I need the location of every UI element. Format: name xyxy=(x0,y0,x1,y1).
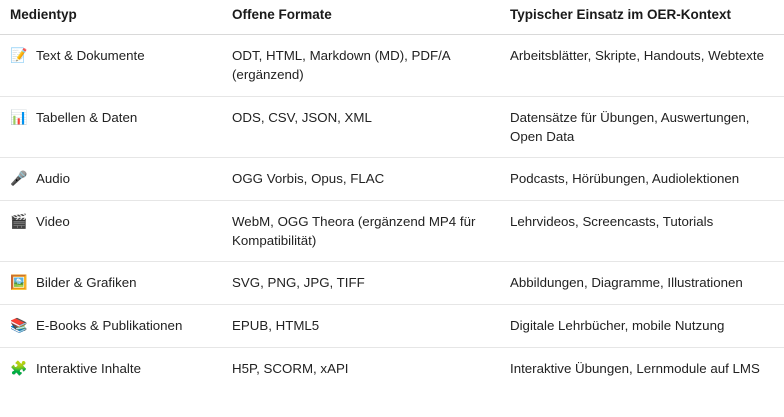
bar-chart-icon: 📊 xyxy=(10,108,28,125)
table-cell-einsatz: Podcasts, Hörübungen, Audiolektionen xyxy=(500,158,784,201)
table-cell-medientyp xyxy=(0,305,222,348)
books-icon: 📚 xyxy=(10,317,28,333)
table-row xyxy=(0,96,784,158)
column-header-typischer-einsatz: Typischer Einsatz im OER-Kontext xyxy=(500,0,784,35)
table-cell-medientyp xyxy=(0,200,222,262)
table-row xyxy=(0,158,784,201)
media-type-label: Interaktive Inhalte xyxy=(36,360,141,376)
table-cell-medientyp xyxy=(0,35,222,97)
table-cell-formate: OGG Vorbis, Opus, FLAC xyxy=(222,158,500,201)
table-cell-einsatz: Arbeitsblätter, Skripte, Handouts, Webtexte xyxy=(500,35,784,97)
table-row xyxy=(0,35,784,97)
table-header-row xyxy=(0,0,784,35)
media-type-label: Audio xyxy=(36,171,71,187)
column-header-medientyp: Medientyp xyxy=(0,0,222,35)
table-row xyxy=(0,347,784,389)
table-cell-einsatz: Interaktive Übungen, Lernmodule auf LMS xyxy=(510,360,760,376)
table-cell-formate: WebM, OGG Theora (ergänzend MP4 für Kompatibilität) xyxy=(222,200,500,262)
table-cell-formate: SVG, PNG, JPG, TIFF xyxy=(222,262,500,305)
table-cell-formate: ODT, HTML, Markdown (MD), PDF/A (ergänzend) xyxy=(222,35,500,97)
table-body xyxy=(0,35,784,389)
table-cell-medientyp xyxy=(0,262,222,305)
media-type-label: Tabellen & Daten xyxy=(36,109,138,125)
table-cell-formate: H5P, SCORM, xAPI xyxy=(232,360,349,376)
table-cell-medientyp xyxy=(0,96,222,158)
table-row xyxy=(0,262,784,305)
table-cell-formate: ODS, CSV, JSON, XML xyxy=(222,96,500,158)
media-type-label: E-Books & Publikationen xyxy=(36,318,183,333)
table-header xyxy=(0,0,784,35)
column-header-offene-formate: Offene Formate xyxy=(222,0,500,35)
memo-icon: 📝 xyxy=(10,47,28,64)
clapperboard-icon: 🎬 xyxy=(10,212,28,229)
table-cell-medientyp xyxy=(0,158,222,201)
table-cell-formate: EPUB, HTML5 xyxy=(222,305,500,348)
picture-frame-icon: 🖼️ xyxy=(10,274,28,291)
table-row xyxy=(0,200,784,262)
media-type-label: Video xyxy=(36,213,70,229)
microphone-icon: 🎤 xyxy=(10,170,28,187)
media-type-label: Bilder & Grafiken xyxy=(36,275,137,291)
puzzle-piece-icon: 🧩 xyxy=(10,359,28,376)
table-cell-einsatz: Digitale Lehrbücher, mobile Nutzung xyxy=(500,305,784,348)
table-cell-medientyp xyxy=(0,347,222,389)
table-cell-einsatz: Abbildungen, Diagramme, Illustrationen xyxy=(500,262,784,305)
table-cell-einsatz: Datensätze für Übungen, Auswertungen, Open Data xyxy=(500,96,784,158)
media-type-label: Text & Dokumente xyxy=(36,48,145,64)
table-cell-einsatz: Lehrvideos, Screencasts, Tutorials xyxy=(500,200,784,262)
table-row xyxy=(0,305,784,348)
